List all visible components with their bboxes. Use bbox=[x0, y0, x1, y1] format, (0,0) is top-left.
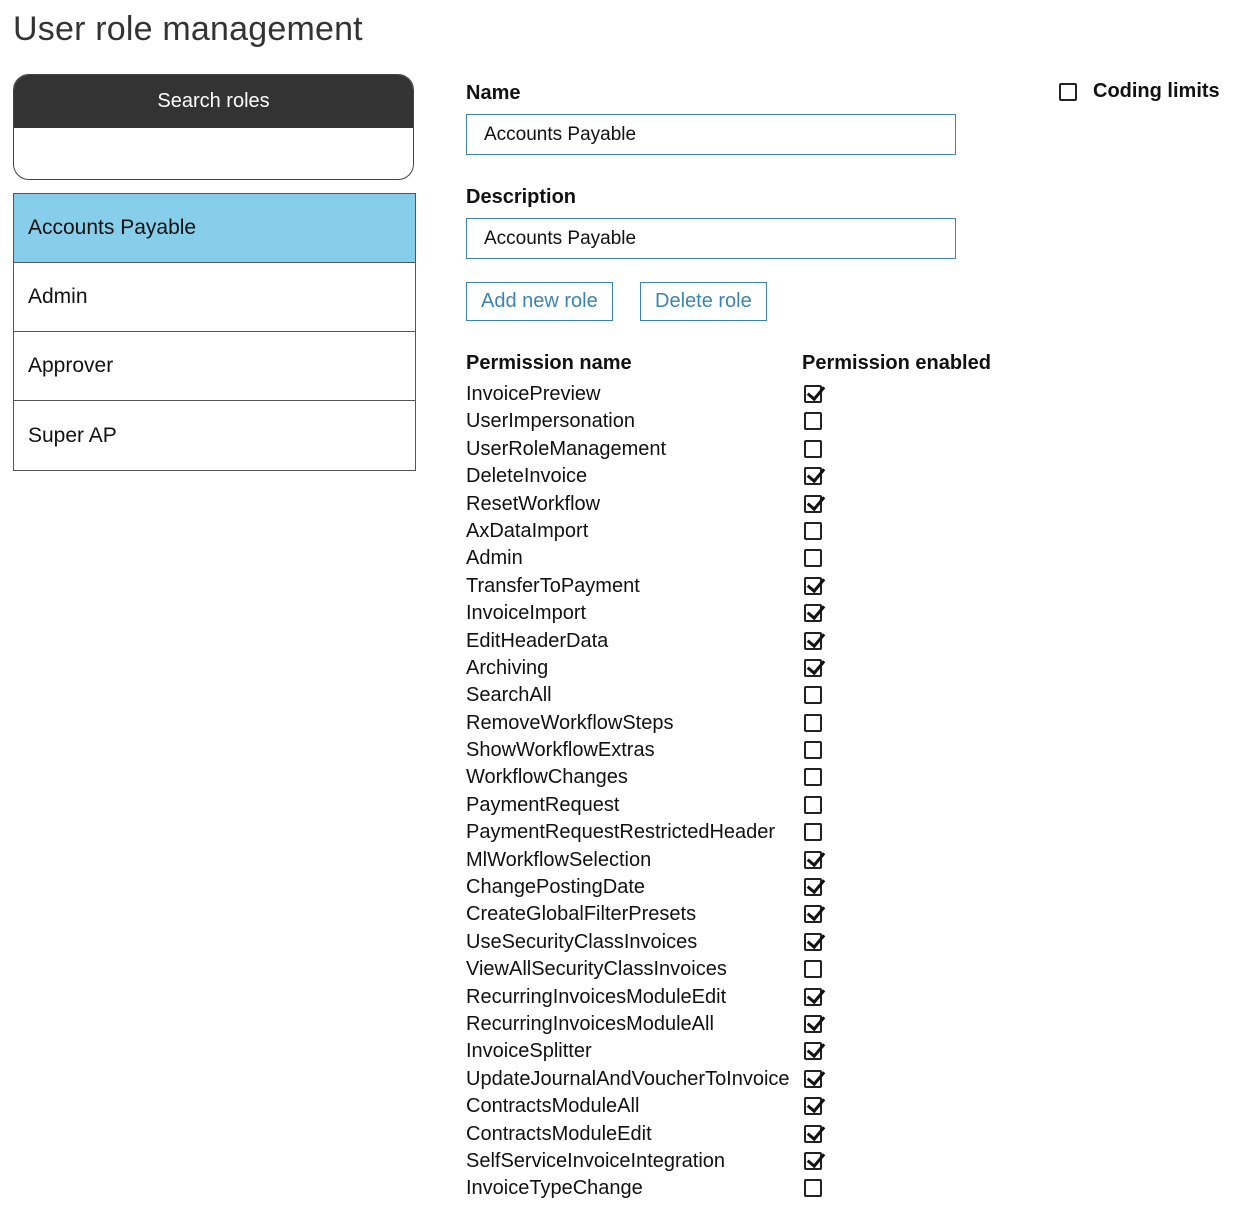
search-roles-header: Search roles bbox=[14, 75, 413, 128]
permission-name: UserRoleManagement bbox=[466, 437, 667, 460]
permission-row bbox=[466, 1010, 1026, 1037]
role-item[interactable] bbox=[14, 332, 415, 401]
permission-name: ViewAllSecurityClassInvoices bbox=[466, 958, 727, 981]
permission-name: ContractsModuleEdit bbox=[466, 1122, 652, 1145]
permission-row bbox=[466, 572, 1026, 599]
permission-name: Admin bbox=[466, 547, 523, 570]
permission-name: EditHeaderData bbox=[466, 629, 609, 652]
permission-name: ShowWorkflowExtras bbox=[466, 739, 655, 762]
permission-enabled-checkbox[interactable] bbox=[804, 768, 822, 786]
permission-row bbox=[466, 873, 1026, 900]
permission-row bbox=[466, 928, 1026, 955]
add-new-role-button[interactable]: Add new role bbox=[466, 282, 613, 321]
permission-row bbox=[466, 544, 1026, 571]
permission-row bbox=[466, 407, 1026, 434]
permission-row bbox=[466, 517, 1026, 544]
name-label: Name bbox=[466, 82, 521, 104]
permission-enabled-header: Permission enabled bbox=[802, 352, 991, 374]
permission-enabled-checkbox[interactable] bbox=[804, 796, 822, 814]
permission-enabled-checkbox[interactable] bbox=[804, 549, 822, 567]
role-item[interactable] bbox=[14, 401, 415, 470]
permission-name-header: Permission name bbox=[466, 352, 632, 374]
search-roles-panel bbox=[13, 74, 414, 180]
permission-row bbox=[466, 1037, 1026, 1064]
permission-name: InvoicePreview bbox=[466, 383, 601, 405]
permission-name: InvoiceTypeChange bbox=[466, 1177, 643, 1200]
permission-name: PaymentRequestRestrictedHeader bbox=[466, 821, 776, 844]
description-label: Description bbox=[466, 186, 577, 208]
permission-enabled-checkbox[interactable] bbox=[804, 495, 822, 513]
permission-name: ChangePostingDate bbox=[466, 876, 646, 899]
role-list bbox=[13, 193, 416, 471]
permission-row bbox=[466, 490, 1026, 517]
permission-enabled-checkbox[interactable] bbox=[804, 604, 822, 622]
permission-name: MlWorkflowSelection bbox=[466, 848, 652, 871]
permission-row bbox=[466, 435, 1026, 462]
permission-enabled-checkbox[interactable] bbox=[804, 851, 822, 869]
permission-row bbox=[466, 1065, 1026, 1092]
permission-row bbox=[466, 900, 1026, 927]
permission-name: RecurringInvoicesModuleAll bbox=[466, 1012, 714, 1035]
role-item-label: Super AP bbox=[28, 423, 117, 447]
permission-name: UpdateJournalAndVoucherToInvoice bbox=[466, 1067, 790, 1090]
permission-enabled-checkbox[interactable] bbox=[804, 659, 822, 677]
permission-enabled-checkbox[interactable] bbox=[804, 385, 822, 403]
permission-list bbox=[466, 380, 1026, 1202]
permission-enabled-checkbox[interactable] bbox=[804, 714, 822, 732]
permission-row bbox=[466, 462, 1026, 489]
permission-enabled-checkbox[interactable] bbox=[804, 988, 822, 1006]
permission-name: ContractsModuleAll bbox=[466, 1095, 640, 1118]
permission-name: CreateGlobalFilterPresets bbox=[466, 903, 697, 926]
permission-row bbox=[466, 1120, 1026, 1147]
role-item[interactable] bbox=[14, 194, 415, 263]
permission-row bbox=[466, 681, 1026, 708]
permission-enabled-checkbox[interactable] bbox=[804, 905, 822, 923]
permission-enabled-checkbox[interactable] bbox=[804, 960, 822, 978]
permission-name: InvoiceImport bbox=[466, 602, 587, 625]
coding-limits-checkbox[interactable] bbox=[1059, 83, 1077, 101]
coding-limits-label: Coding limits bbox=[1093, 80, 1220, 102]
permission-row bbox=[466, 599, 1026, 626]
permission-enabled-checkbox[interactable] bbox=[804, 878, 822, 896]
permission-row bbox=[466, 955, 1026, 982]
permission-name: WorkflowChanges bbox=[466, 766, 628, 789]
permission-enabled-checkbox[interactable] bbox=[804, 632, 822, 650]
permission-name: DeleteInvoice bbox=[466, 465, 588, 488]
permission-row bbox=[466, 1147, 1026, 1174]
permission-enabled-checkbox[interactable] bbox=[804, 1042, 822, 1060]
permission-enabled-checkbox[interactable] bbox=[804, 440, 822, 458]
permission-row bbox=[466, 846, 1026, 873]
delete-role-button[interactable]: Delete role bbox=[640, 282, 767, 321]
permission-enabled-checkbox[interactable] bbox=[804, 467, 822, 485]
permission-name: Archiving bbox=[466, 656, 549, 679]
permission-name: InvoiceSplitter bbox=[466, 1040, 592, 1063]
permission-enabled-checkbox[interactable] bbox=[804, 1097, 822, 1115]
permission-name: RecurringInvoicesModuleEdit bbox=[466, 985, 727, 1008]
permission-name: UseSecurityClassInvoices bbox=[466, 930, 698, 953]
permission-name: PaymentRequest bbox=[466, 793, 620, 816]
role-item-label: Accounts Payable bbox=[28, 216, 197, 239]
permission-name: RemoveWorkflowSteps bbox=[466, 711, 674, 734]
permission-row bbox=[466, 983, 1026, 1010]
permission-name: TransferToPayment bbox=[466, 574, 640, 597]
permission-row bbox=[466, 763, 1026, 790]
permission-row bbox=[466, 1092, 1026, 1119]
role-item[interactable] bbox=[14, 263, 415, 332]
permission-name: SearchAll bbox=[466, 684, 552, 707]
role-item-label: Admin bbox=[28, 285, 88, 308]
permission-enabled-checkbox[interactable] bbox=[804, 686, 822, 704]
permission-name: AxDataImport bbox=[466, 519, 589, 542]
permission-name: ResetWorkflow bbox=[466, 492, 601, 515]
permission-enabled-checkbox[interactable] bbox=[804, 823, 822, 841]
permission-row bbox=[466, 736, 1026, 763]
permission-enabled-checkbox[interactable] bbox=[804, 1125, 822, 1143]
name-field[interactable] bbox=[466, 114, 956, 155]
permission-name: UserImpersonation bbox=[466, 410, 635, 433]
permission-enabled-checkbox[interactable] bbox=[804, 1152, 822, 1170]
page-title: User role management bbox=[13, 10, 363, 48]
permission-row bbox=[466, 818, 1026, 845]
permission-enabled-checkbox[interactable] bbox=[804, 577, 822, 595]
permission-name: SelfServiceInvoiceIntegration bbox=[466, 1149, 726, 1172]
permission-row bbox=[466, 791, 1026, 818]
description-field[interactable] bbox=[466, 218, 956, 259]
permission-row bbox=[466, 709, 1026, 736]
permission-enabled-checkbox[interactable] bbox=[804, 522, 822, 540]
coding-limits-toggle[interactable] bbox=[1059, 80, 1220, 103]
permission-row bbox=[466, 380, 1026, 407]
permission-row bbox=[466, 627, 1026, 654]
permission-enabled-checkbox[interactable] bbox=[804, 1015, 822, 1033]
role-item-label: Approver bbox=[28, 354, 114, 377]
search-roles-input[interactable] bbox=[14, 128, 413, 180]
permission-row bbox=[466, 1174, 1026, 1201]
permission-enabled-checkbox[interactable] bbox=[804, 741, 822, 759]
permission-enabled-checkbox[interactable] bbox=[804, 1179, 822, 1197]
permission-enabled-checkbox[interactable] bbox=[804, 1070, 822, 1088]
permission-row bbox=[466, 654, 1026, 681]
permission-enabled-checkbox[interactable] bbox=[804, 933, 822, 951]
permission-enabled-checkbox[interactable] bbox=[804, 412, 822, 430]
